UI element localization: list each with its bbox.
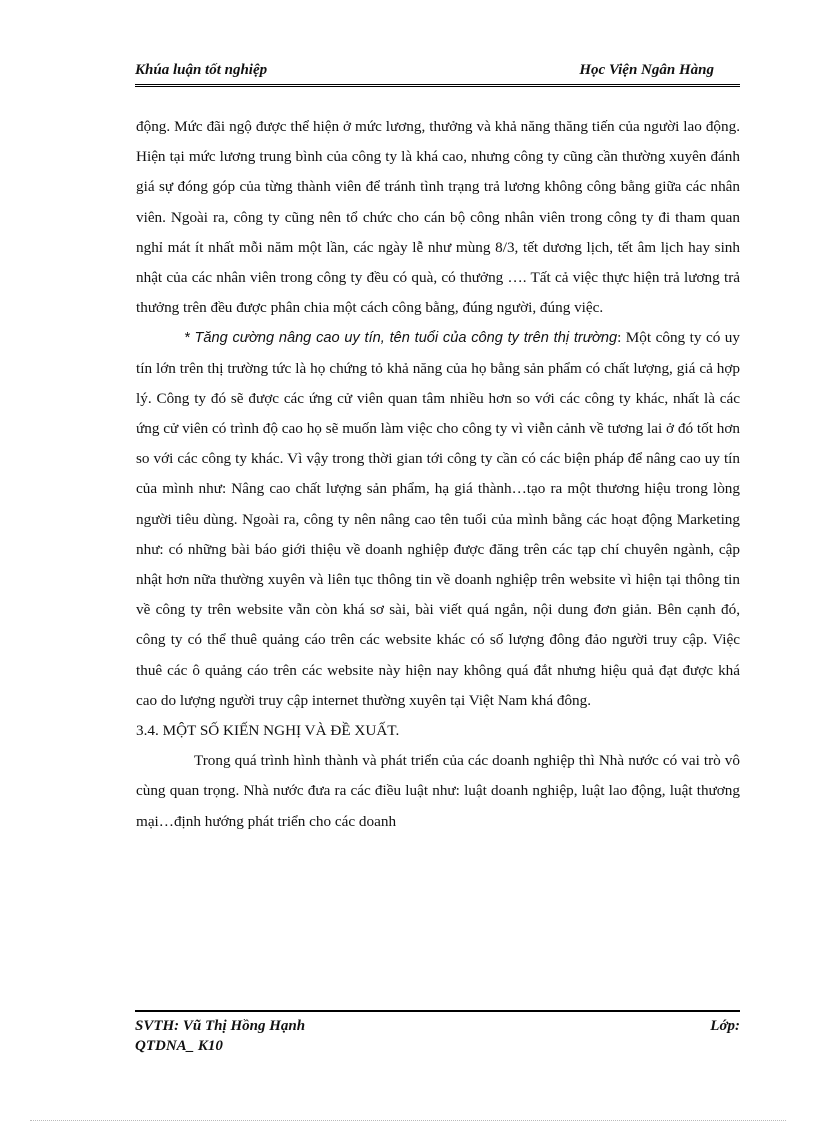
paragraph-state-role: Trong quá trình hình thành và phát triển của các doanh nghiệp thì Nhà nước có vai trò vô cùng quan trọng. Nhà nước đưa ra các điều luật như: luật doanh nghiệp, luật lao động, luật thương mại…định hướng phát triển cho các doanh <box>136 752 740 830</box>
section-heading: 3.4. MỘT SỐ KIẾN NGHỊ VÀ ĐỀ XUẤT. <box>136 722 400 740</box>
reputation-lead-italic: * Tăng cường nâng cao uy tín, tên tuổi của công ty trên thị trường <box>184 330 618 347</box>
footer-class-code: QTDNA_ K10 <box>135 1038 223 1054</box>
footer-class-label: Lớp: <box>710 1018 740 1034</box>
reputation-body: : Một công ty có uy tín lớn trên thị trường tức là họ chứng tỏ khả năng của họ bằng sản phẩm có chất lượng, giá cả hợp lý. Công ty đó sẽ được các ứng cử viên quan tâm nhiều hơn so với các công ty khác, nhất là các ứng cử viên có trình độ cao họ sẽ muốn làm việc cho công ty vì viễn cảnh về tương lai ở đó tốt hơn so với các công ty khác. Vì vậy trong thời gian tới công ty cần có các biện pháp để nâng cao uy tín của mình như: Nâng cao chất lượng sản phẩm, hạ giá thành…tạo ra một thương hiệu trong lòng người tiêu dùng. Ngoài ra, công ty nên nâng cao tên tuổi của mình bằng các hoạt động Marketing như: có những bài báo giới thiệu về doanh nghiệp được đăng trên các tạp chí chuyên ngành, cập nhật hơn nữa thường xuyên và liên tục thông tin về doanh nghiệp trên website vì hiện tại thông tin về công ty trên website vẫn còn khá sơ sài, bài viết quá ngắn, nội dung đơn giản. Bên cạnh đó, công ty có thể thuê quảng cáo trên các website khác có số lượng đông đảo người truy cập. Việc thuê các ô quảng cáo trên các website này hiện nay không quá đắt nhưng hiệu quả đạt được khá cao do lượng người truy cập internet thường xuyên tại Việt Nam khá đông. <box>136 329 740 709</box>
paragraph-compensation: động. Mức đãi ngộ được thể hiện ở mức lương, thưởng và khả năng thăng tiến của người lao động. Hiện tại mức lương trung bình của công ty là khá cao, nhưng công ty cũng cần thường xuyên đánh giá sự đóng góp của từng thành viên để tránh tình trạng trả lương không công bằng giữa các nhân viên. Ngoài ra, công ty cũng nên tổ chức cho cán bộ công nhân viên trong công ty đi tham quan nghỉ mát ít nhất mỗi năm một lần, các ngày lễ như mùng 8/3, tết dương lịch, tết âm lịch hay sinh nhật của các nhân viên trong công ty đều có quà, có thưởng …. Tất cả việc thực hiện trả lương trả thưởng trên đều được phân chia một cách công bằng, đúng người, đúng việc. <box>136 118 740 317</box>
footer-row <box>135 1012 740 1032</box>
header-institution: Học Viện Ngân Hàng <box>579 62 714 78</box>
page-footer <box>135 1010 740 1054</box>
page-edge-divider <box>30 1120 786 1121</box>
page-header <box>135 58 740 87</box>
footer-student-name: SVTH: Vũ Thị Hồng Hạnh <box>135 1018 306 1034</box>
document-body <box>136 112 740 837</box>
header-thesis-title: Khúa luận tốt nghiệp <box>135 62 268 78</box>
paragraph-reputation <box>136 323 740 716</box>
